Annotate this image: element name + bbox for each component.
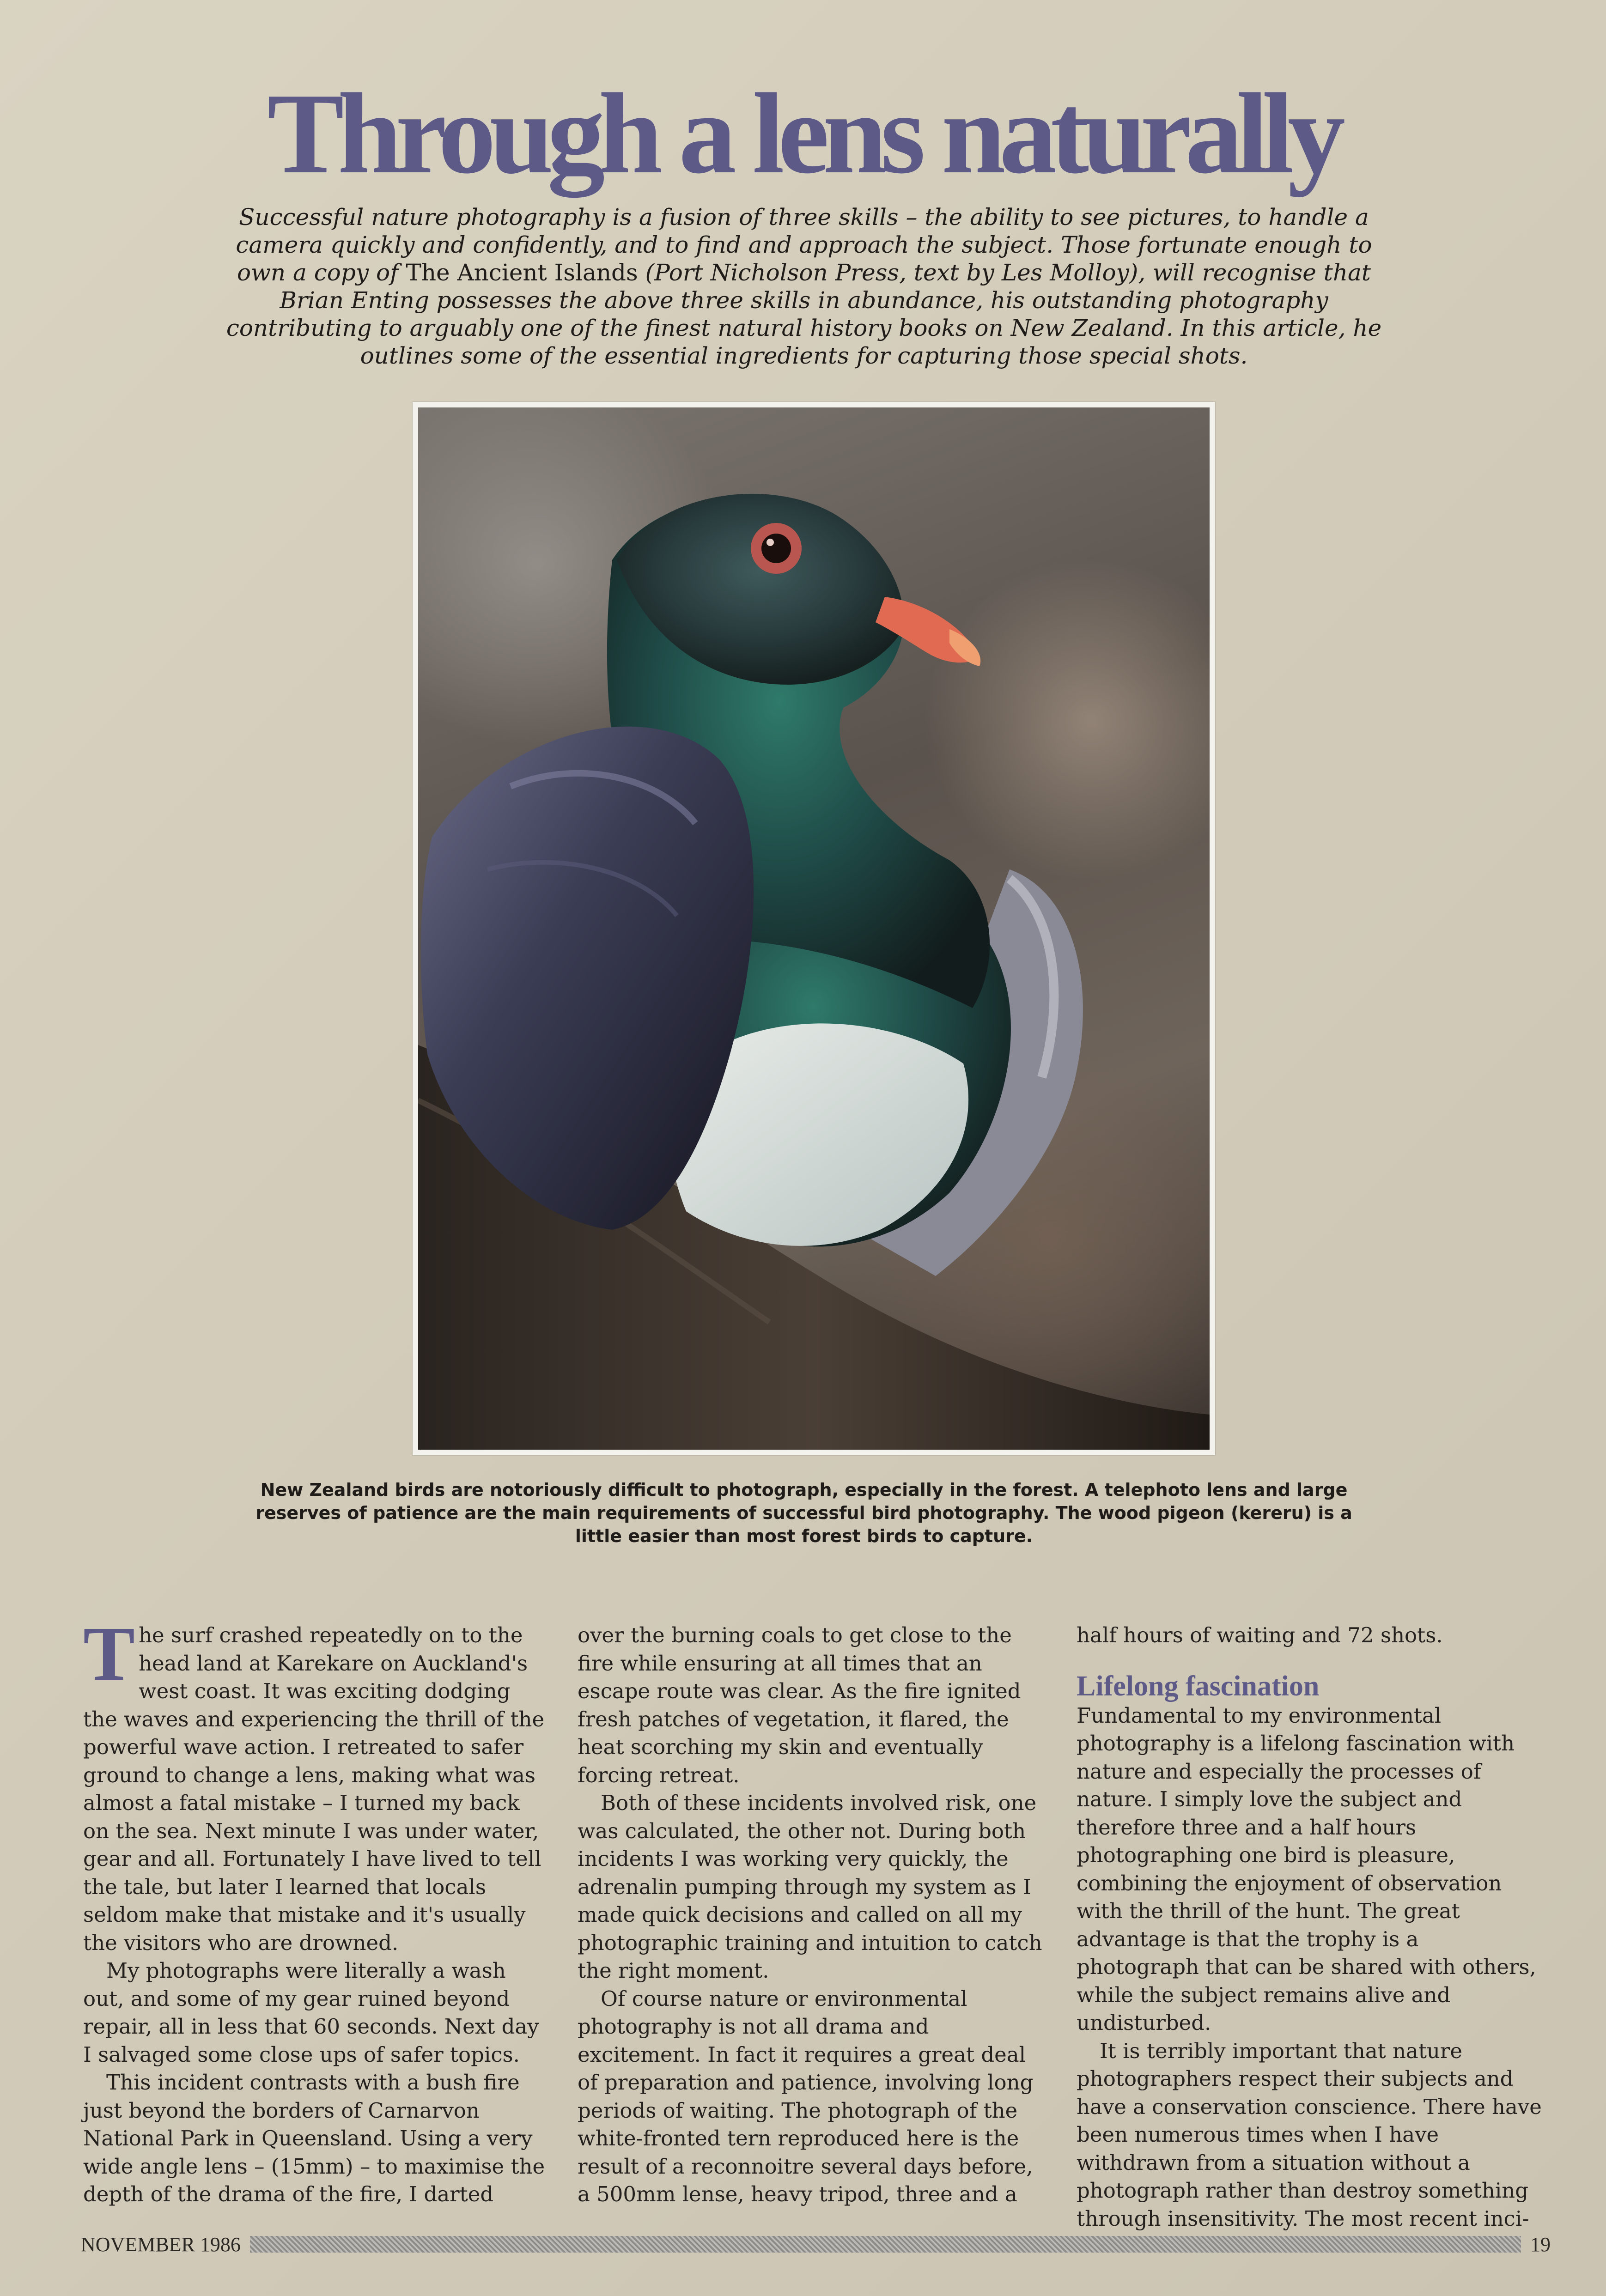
article-column-2 (578, 1622, 1044, 2209)
body-paragraph-4: Both of these incidents involved risk, one was calculated, the other not. During both incidents I was working very quickly, the adrenalin pumping through my system as I made quick decisions and called on all my photographic training and intuition to catch the right moment. (578, 1791, 1042, 1983)
article-title: Through a lens naturally (267, 70, 1339, 198)
article-intro (222, 203, 1386, 370)
body-paragraph-6: Fundamental to my environmental photography is a lifelong fascination with nature and especially the processes of nature. I simply love the subject and therefore three and a half hours photographing one bird is pleasure, combining the enjoyment of observation with the thrill of the hunt. The great advantage is that the trophy is a photograph that can be shared with others, while the subject remains alive and undisturbed. (1077, 1703, 1536, 2035)
intro-text-b: (Port Nicholson Press, text by Les Molloy), will recognise that Brian Enting possesses the above three skills in abundance, his outstanding photography contributing to arguably one of the finest natural history books on New Zealand. In this article, he outlines some of the essential ingredients for capturing those special shots. (226, 259, 1382, 369)
intro-book-title: The Ancient Islands (406, 259, 638, 286)
body-paragraph-5b: half hours of waiting and 72 shots. (1077, 1623, 1443, 1647)
photo-caption: New Zealand birds are notoriously difficult to photograph, especially in the forest. A telephoto lens and large reserves of patience are the main requirements of successful bird photography. The wood pigeon (kereru) is a little easier than most forest birds to capture. (256, 1480, 1352, 1546)
body-paragraph-3b: over the burning coals to get close to the fire while ensuring at all times that an escape route was clear. As the fire ignited fresh patches of vegetation, it flared, the heat scorching my skin and eventually forcing retreat. (578, 1623, 1021, 1787)
wood-pigeon-illustration (418, 407, 1210, 1450)
photo-frame (413, 402, 1215, 1455)
page-number: 19 (1530, 2233, 1551, 2256)
body-paragraph-2: My photographs were literally a wash out, and some of my gear ruined beyond repair, all in less that 60 seconds. Next day I salvaged some close ups of safer topics. (83, 1958, 539, 2067)
article-column-3 (1077, 1622, 1543, 2233)
drop-cap: T (83, 1611, 135, 1697)
intro-text-a: Successful nature photography is a fusion of three skills – the ability to see pictures, to handle a camera quickly and confidently, and to find and approach the subject. Those fortunate enough to own a copy of (236, 204, 1372, 286)
body-paragraph-7: It is terribly important that nature photographers respect their subjects and have a conservation conscience. There have been numerous times when I have withdrawn from a situation without a photograph rather than destroy something through insensitivity. The most recent inci- (1077, 2038, 1542, 2231)
issue-date: NOVEMBER 1986 (81, 2233, 241, 2256)
article-column-1 (83, 1611, 550, 2209)
subhead-lifelong-fascination: Lifelong fascination (1077, 1670, 1320, 1702)
body-paragraph-5a: Of course nature or environmental photography is not all drama and excitement. In fact it requires a great deal of preparation and patience, involving long periods of waiting. The photograph of the white-fronted tern reproduced here is the result of a reconnoitre several days before, a 500mm lense, heavy tripod, three and a (578, 1986, 1034, 2206)
footer-rule (250, 2236, 1521, 2253)
body-paragraph-1: The surf crashed repeatedly on to the head land at Karekare on Auckland's west coast. It was exciting dodging the waves and experiencing the thrill of the powerful wave action. I retreated to safer ground to change a lens, making what was almost a fatal mistake – I turned my back on the sea. Next minute I was under water, gear and all. Fortunately I have lived to tell the tale, but later I learned that locals seldom make that mistake and it's usually the visitors who are drowned. (83, 1611, 545, 1955)
body-paragraph-3a: This incident contrasts with a bush fire just beyond the borders of Carnarvon National Park in Queensland. Using a very wide angle lens – (15mm) – to maximise the depth of the drama of the fire, I darted (83, 2070, 545, 2206)
wood-pigeon-photo (418, 407, 1210, 1450)
page-footer (81, 2230, 1551, 2258)
